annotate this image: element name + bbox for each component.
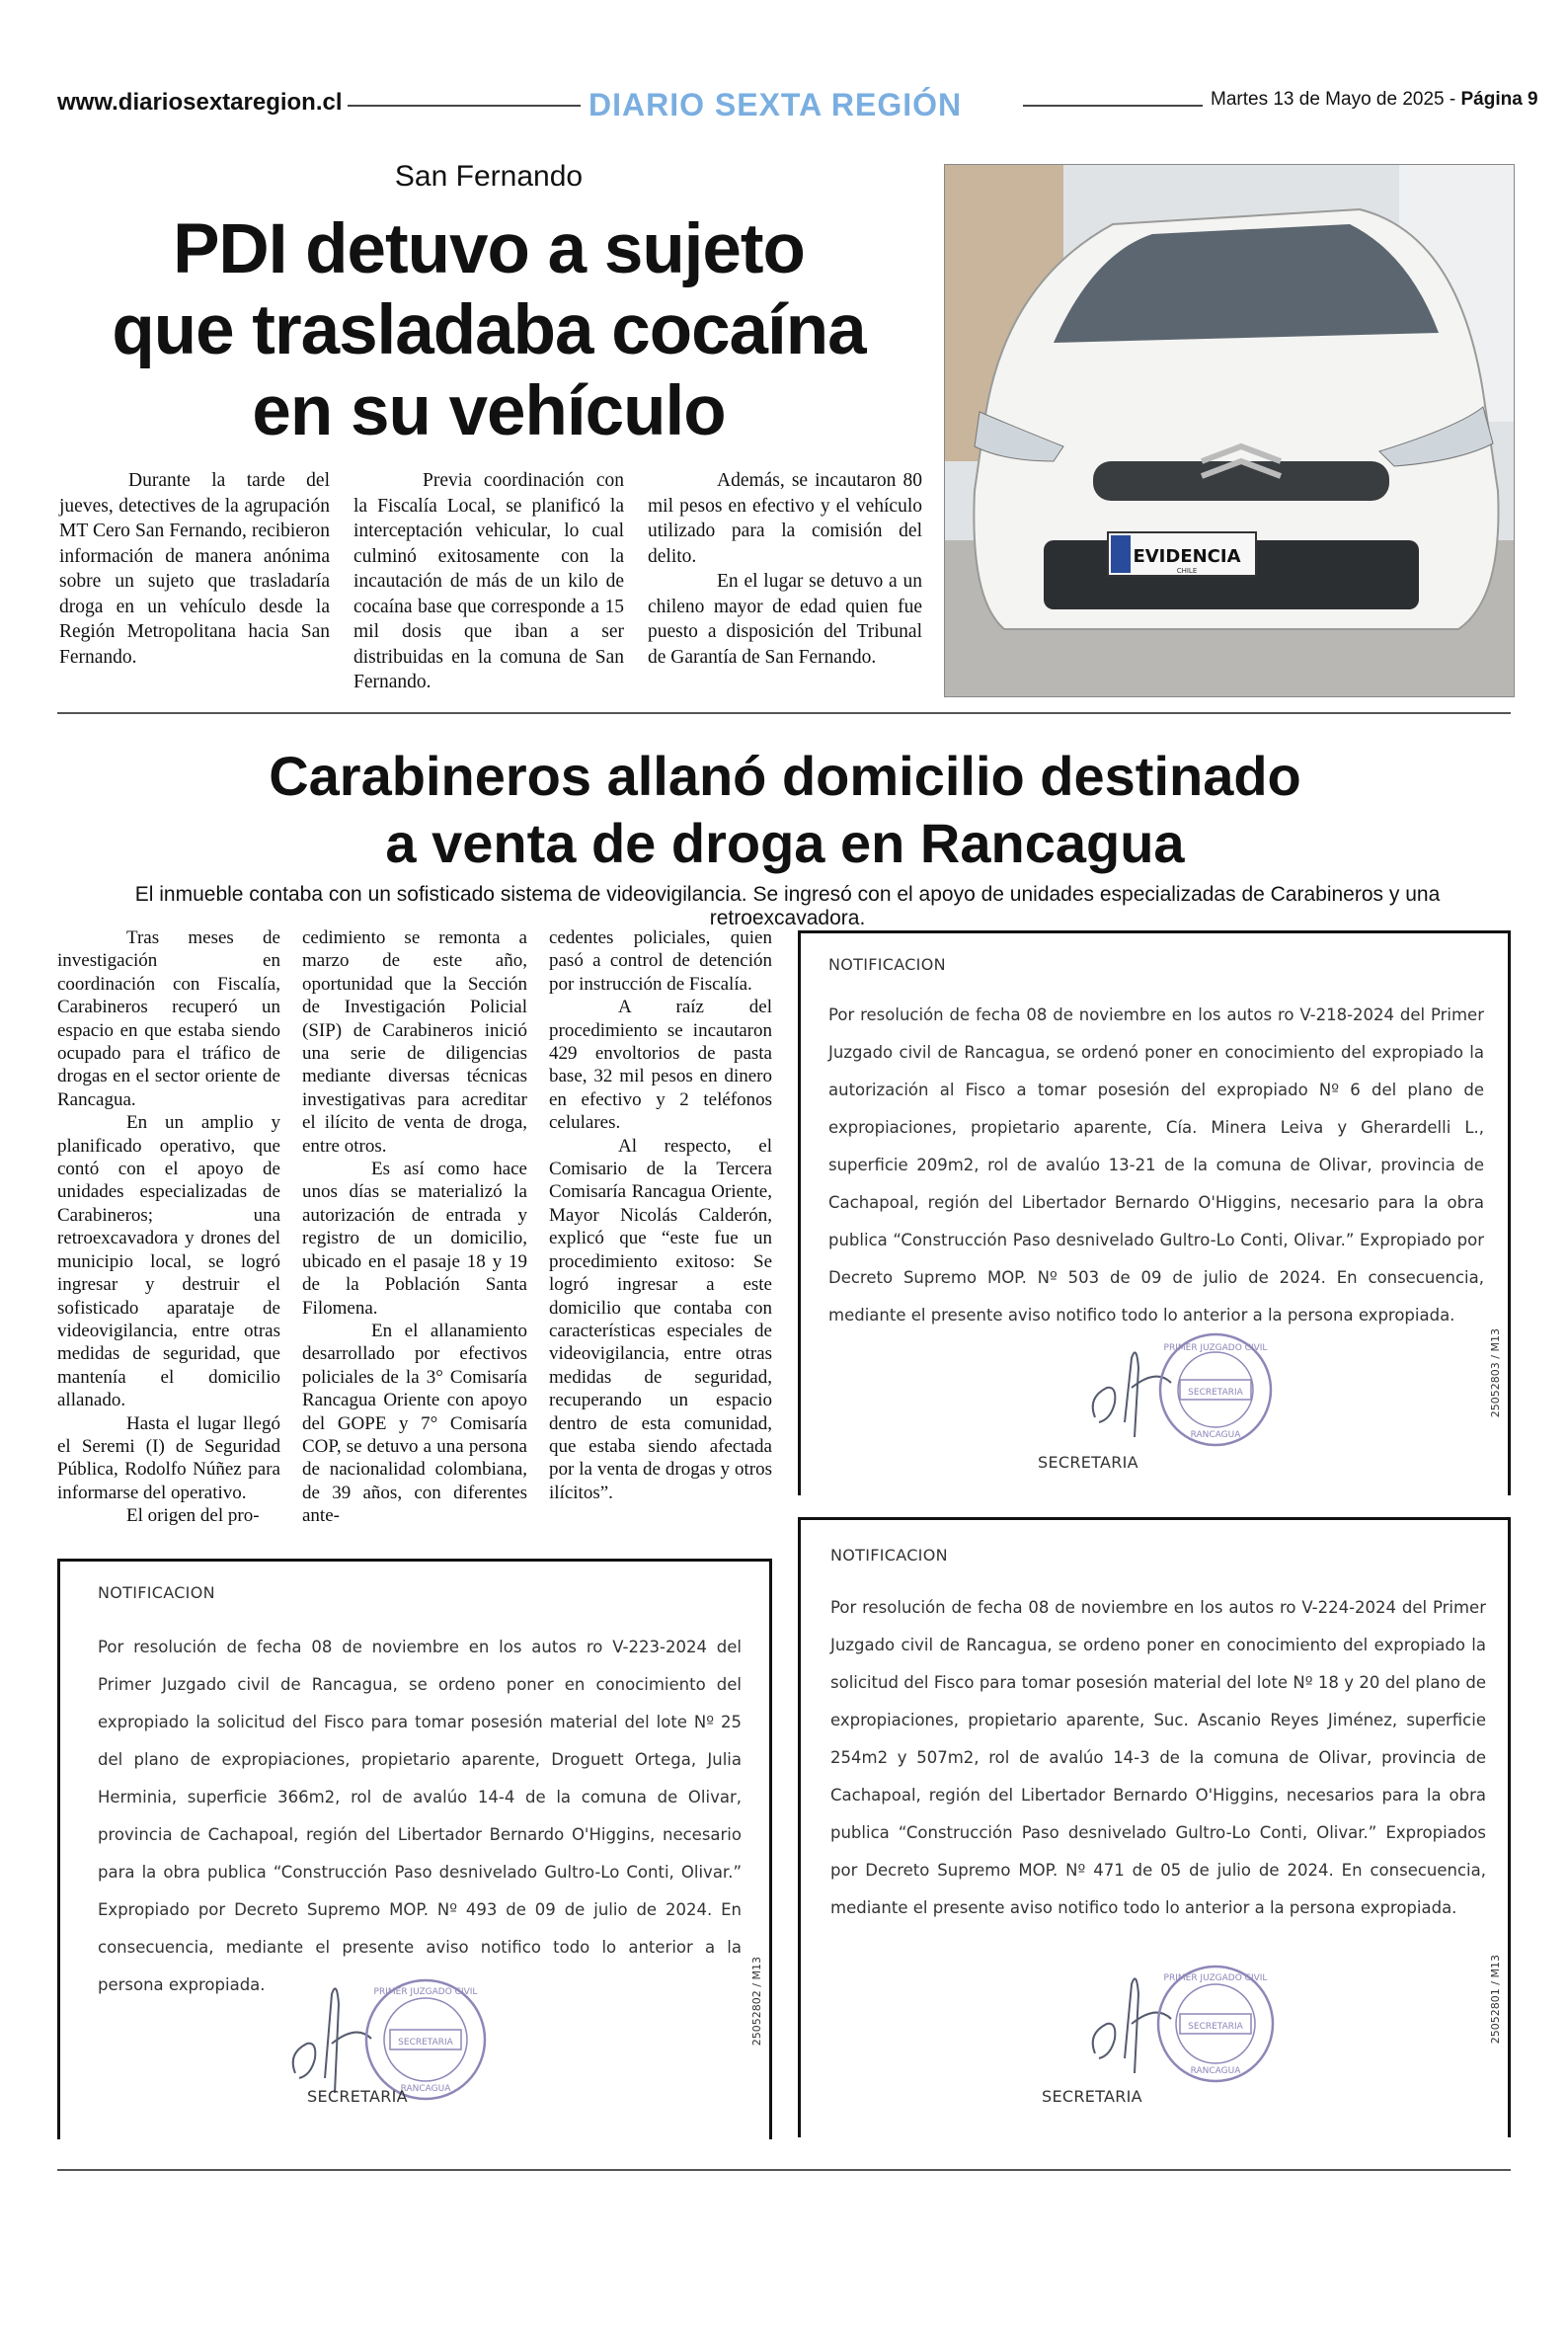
article1-paragraph: Durante la tarde del jueves, detectives de la agrupación MT Cero San Fernando, recibieron información de manera anónima sobre un sujeto que trasladaría droga en un vehículo desde la Región Metropolitana hacia San Fernando. xyxy=(59,470,330,668)
header-rule-right xyxy=(1023,105,1203,107)
article2-paragraph: cedimiento se remonta a marzo de este año, oportunidad que la Sección de Investigación Policial (SIP) de Carabineros inició una serie de diligencias mediante diversas técnicas investigativas para acreditar el ilícito de venta de droga, entre otros. xyxy=(302,927,527,1157)
newspaper-brand: DIARIO SEXTA REGIÓN xyxy=(588,87,963,122)
stamp-bottom-text: RANCAGUA xyxy=(400,2084,451,2094)
page-bottom-divider xyxy=(57,2169,1511,2171)
article1-kicker: San Fernando xyxy=(394,160,584,193)
article2-paragraph: En un amplio y planificado operativo, que contó con el apoyo de unidades especializadas de Carabineros; una retroexcavadora y drones del municipio local, se logró ingresar y destruir el sofisticado aparataje de videovigilancia, entre otras medidas de seguridad, que mantenía el domicilio allanado. xyxy=(57,1112,280,1411)
legal-notice xyxy=(798,930,1511,1495)
stamp-bottom-text: RANCAGUA xyxy=(1190,2066,1241,2076)
stamp-outer-text: PRIMER JUZGADO CIVIL xyxy=(1163,1343,1268,1353)
notice-title: NOTIFICACION xyxy=(830,1546,948,1565)
article2-headline-line: Carabineros allanó domicilio destinado xyxy=(269,745,1301,807)
notice-body: Por resolución de fecha 08 de noviembre en los autos ro V-223-2024 del Primer Juzgado civil de Rancagua, se ordeno poner en conocimiento del expropiado la solicitud del Fisco para tomar posesión material del lote Nº 25 del plano de expropiaciones, propietario aparente, Droguett Ortega, Julia Herminia, superficie 366m2, rol de avalúo 14-4 de la comuna de Olivar, provincia de Cachapoal, región del Libertador Bernardo O'Higgins, necesario para la obra publica “Construcción Paso desnivelado Gultro-Lo Conti, Olivar.” Expropiado por Decreto Supremo MOP. Nº 493 de 09 de julio de 2024. En consecuencia, mediante el presente aviso notifico todo lo anterior a la persona expropiada. xyxy=(98,1638,742,1994)
stamp-outer-text: PRIMER JUZGADO CIVIL xyxy=(373,1987,478,1997)
article2-paragraph: El origen del pro- xyxy=(126,1505,260,1527)
legal-notice xyxy=(57,1559,772,2139)
notice-code: 25052803 / M13 xyxy=(1489,1328,1502,1418)
article2-column-1 xyxy=(57,926,280,1528)
article1-column-1 xyxy=(59,468,330,670)
notice-code: 25052801 / M13 xyxy=(1489,1955,1502,2045)
stamp-bottom-text: RANCAGUA xyxy=(1190,1430,1241,1440)
court-stamp xyxy=(1077,1955,1304,2097)
article1-headline-line: PDI detuvo a sujeto xyxy=(173,210,805,288)
article2-headline xyxy=(59,743,1511,877)
stamp-outer-text: PRIMER JUZGADO CIVIL xyxy=(1163,1973,1268,1983)
car-illustration xyxy=(945,165,1514,696)
car-photo xyxy=(944,164,1515,697)
stamp-inner-text: SECRETARIA xyxy=(1188,1388,1243,1398)
notice-title: NOTIFICACION xyxy=(828,955,946,974)
article2-column-2 xyxy=(302,926,527,1528)
notice-body: Por resolución de fecha 08 de noviembre en los autos ro V-224-2024 del Primer Juzgado civil de Rancagua, se ordeno poner en conocimiento del expropiado la solicitud del Fisco para tomar posesión material del lote Nº 18 y 20 del plano de expropiaciones, propietario aparente, Suc. Ascanio Reyes Jiménez, superficie 254m2 y 507m2, rol de avalúo 14-3 de la comuna de Olivar, provincia de Cachapoal, región del Libertador Bernardo O'Higgins, necesarios para la obra publica “Construcción Paso desnivelado Gultro-Lo Conti, Olivar.” Expropiados por Decreto Supremo MOP. Nº 471 de 05 de julio de 2024. En consecuencia, mediante el presente aviso notifico todo lo anterior a la persona expropiada. xyxy=(830,1598,1486,1917)
article2-paragraph: Tras meses de investigación en coordinación con Fiscalía, Carabineros recuperó un espacio en que estaba siendo ocupado para el tráfico de drogas en el sector oriente de Rancagua. xyxy=(57,927,280,1110)
article2-paragraph: Es así como hace unos días se materializó la autorización de entrada y registro de un domicilio, ubicado en el pasaje 18 y 19 de la Población Santa Filomena. xyxy=(302,1159,527,1319)
site-url: www.diariosextaregion.cl xyxy=(57,89,343,116)
notice-body: Por resolución de fecha 08 de noviembre en los autos ro V-218-2024 del Primer Juzgado civil de Rancagua, se ordenó poner en conocimiento del expropiado la autorización al Fisco a tomar posesión del expropiado Nº 6 del plano de expropiaciones, propietario aparente, Cía. Minera Leiva y Gherardelli L., superficie 209m2, rol de avalúo 13-21 de la comuna de Olivar, provincia de Cachapoal, región del Libertador Bernardo O'Higgins, necesario para la obra publica “Construcción Paso desnivelado Gultro-Lo Conti, Olivar.” Expropiado por Decreto Supremo MOP. Nº 503 de 09 de julio de 2024. En consecuencia, mediante el presente aviso notifico todo lo anterior a la persona expropiada. xyxy=(828,1005,1484,1325)
stamp-seal xyxy=(1077,1328,1304,1457)
article2-paragraph: A raíz del procedimiento se incautaron 429 envoltorios de pasta base, 32 mil pesos en dinero en efectivo y 2 teléfonos celulares. xyxy=(549,997,772,1134)
plate-text: EVIDENCIA xyxy=(1133,546,1241,567)
article1-column-3 xyxy=(648,468,922,670)
article2-paragraph: cedentes policiales, quien pasó a control de detención por instrucción de Fiscalía. xyxy=(549,927,772,995)
article2-column-3 xyxy=(549,926,772,1504)
header-rule-left xyxy=(348,105,581,107)
issue-date-text: Martes 13 de Mayo de 2025 - xyxy=(1211,89,1461,110)
section-divider xyxy=(57,712,1511,714)
article1-headline xyxy=(49,209,928,452)
notice-signature-label: SECRETARIA xyxy=(307,2087,408,2106)
notice-code: 25052802 / M13 xyxy=(750,1957,763,2047)
article2-paragraph: Al respecto, el Comisario de la Tercera Comisaría Rancagua Oriente, Mayor Nicolás Calderón, explicó que “este fue un procedimiento exitoso: Se logró ingresar a este domicilio que contaba con características especiales de videovigilancia, entre otras medidas de seguridad, recuperando un espacio dentro de esta comunidad, que estaba siendo afectada por la venta de drogas y otros ilícitos”. xyxy=(549,1135,772,1503)
article1-headline-line: que trasladaba cocaína xyxy=(112,291,866,369)
notice-signature-label: SECRETARIA xyxy=(1038,1453,1138,1472)
article2-deck: El inmueble contaba con un sofisticado sistema de videovigilancia. Se ingresó con el apoyo de unidades especializadas de Carabineros y una retroexcavadora. xyxy=(134,883,1441,929)
article1-column-2 xyxy=(353,468,624,695)
article1-paragraph: Además, se incautaron 80 mil pesos en efectivo y el vehículo utilizado para la comisión del delito. xyxy=(648,470,922,567)
article1-paragraph: En el lugar se detuvo a un chileno mayor de edad quien fue puesto a disposición del Tribunal de Garantía de San Fernando. xyxy=(648,571,922,668)
court-stamp xyxy=(1077,1328,1304,1461)
stamp-inner-text: SECRETARIA xyxy=(398,2038,453,2048)
article1-paragraph: Previa coordinación con la Fiscalía Local, se planificó la interceptación vehicular, lo cual culminó exitosamente con la incautación de más de un kilo de cocaína base que corresponde a 15 mil dosis que iban a ser distribuidas en la comuna de San Fernando. xyxy=(353,470,624,692)
stamp-seal xyxy=(1077,1955,1304,2093)
stamp-inner-text: SECRETARIA xyxy=(1188,2022,1243,2032)
article2-headline-line: a venta de droga en Rancagua xyxy=(385,812,1185,874)
notice-title: NOTIFICACION xyxy=(98,1583,215,1602)
legal-notice xyxy=(798,1517,1511,2137)
plate-subtext: CHILE xyxy=(1176,567,1198,575)
article2-paragraph: En el allanamiento desarrollado por efectivos policiales de la 3° Comisaría Rancagua Oriente con apoyo del GOPE y 7° Comisaría COP, se detuvo a una persona de nacionalidad colombiana, de 39 años, con diferentes ante- xyxy=(302,1320,527,1527)
notice-signature-label: SECRETARIA xyxy=(1042,2087,1142,2106)
article1-headline-line: en su vehículo xyxy=(252,372,726,450)
article2-paragraph: Hasta el lugar llegó el Seremi (I) de Seguridad Pública, Rodolfo Núñez para informarse del operativo. xyxy=(57,1412,280,1503)
issue-date xyxy=(1211,89,1538,111)
page-number: Página 9 xyxy=(1460,89,1538,110)
